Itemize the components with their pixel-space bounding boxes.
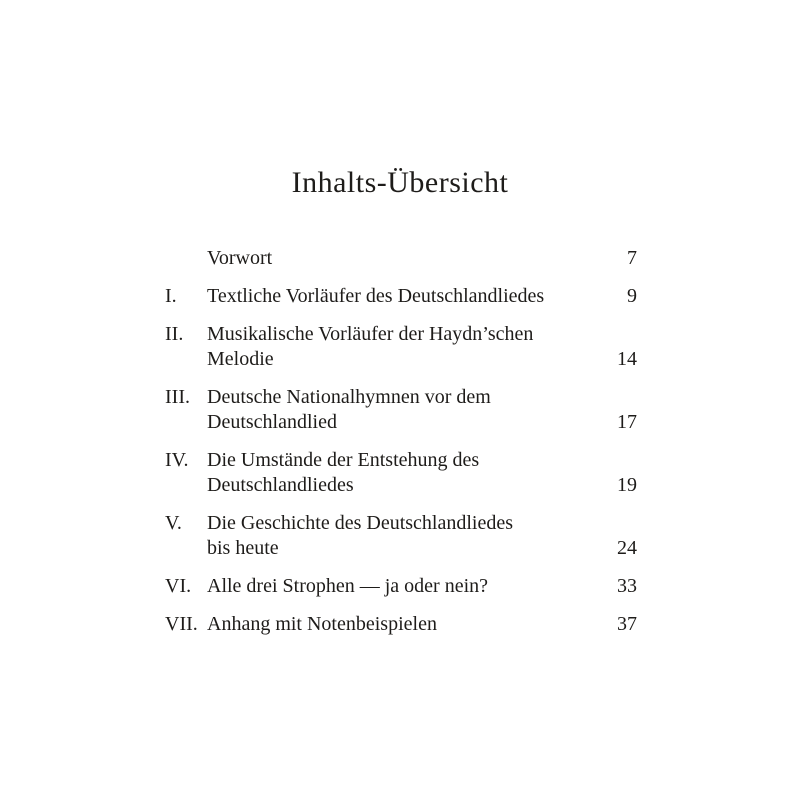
toc-page-number: 37	[617, 613, 637, 635]
toc-page-number: 7	[627, 247, 637, 269]
toc-entry-line: Die Geschichte des Deutschlandliedes	[207, 512, 514, 534]
toc-entry-3	[165, 385, 637, 435]
toc-entry-2	[165, 322, 637, 372]
toc-entry-vorwort	[165, 246, 637, 271]
toc-entry-line: Anhang mit Notenbeispielen	[207, 613, 437, 635]
toc-numeral: VI.	[165, 575, 192, 597]
toc-entry-title	[207, 612, 601, 637]
toc-numeral: VII.	[165, 613, 198, 635]
page-title: Inhalts-Übersicht	[291, 166, 509, 199]
toc-page-number: 14	[617, 348, 637, 370]
toc-entry-line: Alle drei Strophen — ja oder nein?	[207, 575, 489, 597]
toc-page-number: 33	[617, 575, 637, 597]
toc-page-number: 9	[627, 285, 637, 307]
toc-entry-4	[165, 448, 637, 498]
toc-entry-title	[207, 385, 601, 435]
toc-numeral	[165, 246, 207, 271]
toc-entry-title	[207, 448, 601, 498]
toc-numeral: I.	[165, 285, 177, 307]
toc-entry-line: Deutschlandliedes	[207, 474, 354, 496]
toc-list	[165, 246, 637, 650]
toc-page-number: 17	[617, 411, 637, 433]
toc-entry-line: bis heute	[207, 537, 279, 559]
toc-entry-6	[165, 574, 637, 599]
toc-entry-line: Deutsche Nationalhymnen vor dem	[207, 386, 491, 408]
toc-entry-line: Vorwort	[207, 247, 273, 269]
toc-entry-line: Deutschlandlied	[207, 411, 337, 433]
toc-entry-line: Melodie	[207, 348, 274, 370]
toc-entry-line: Textliche Vorläufer des Deutschlandliedes	[207, 285, 545, 307]
toc-numeral: V.	[165, 512, 182, 534]
toc-entry-title	[207, 322, 601, 372]
toc-page-number: 24	[617, 537, 637, 559]
toc-entry-title	[207, 574, 601, 599]
toc-entry-title	[207, 284, 601, 309]
toc-entry-1	[165, 284, 637, 309]
toc-entry-5	[165, 511, 637, 561]
toc-entry-line: Musikalische Vorläufer der Haydn’schen	[207, 323, 534, 345]
toc-entry-title	[207, 246, 601, 271]
toc-numeral: IV.	[165, 449, 189, 471]
toc-numeral: III.	[165, 386, 190, 408]
toc-entry-7	[165, 612, 637, 637]
toc-entry-title	[207, 511, 601, 561]
toc-numeral: II.	[165, 323, 184, 345]
toc-page-number: 19	[617, 474, 637, 496]
toc-entry-line: Die Umstände der Entstehung des	[207, 449, 480, 471]
